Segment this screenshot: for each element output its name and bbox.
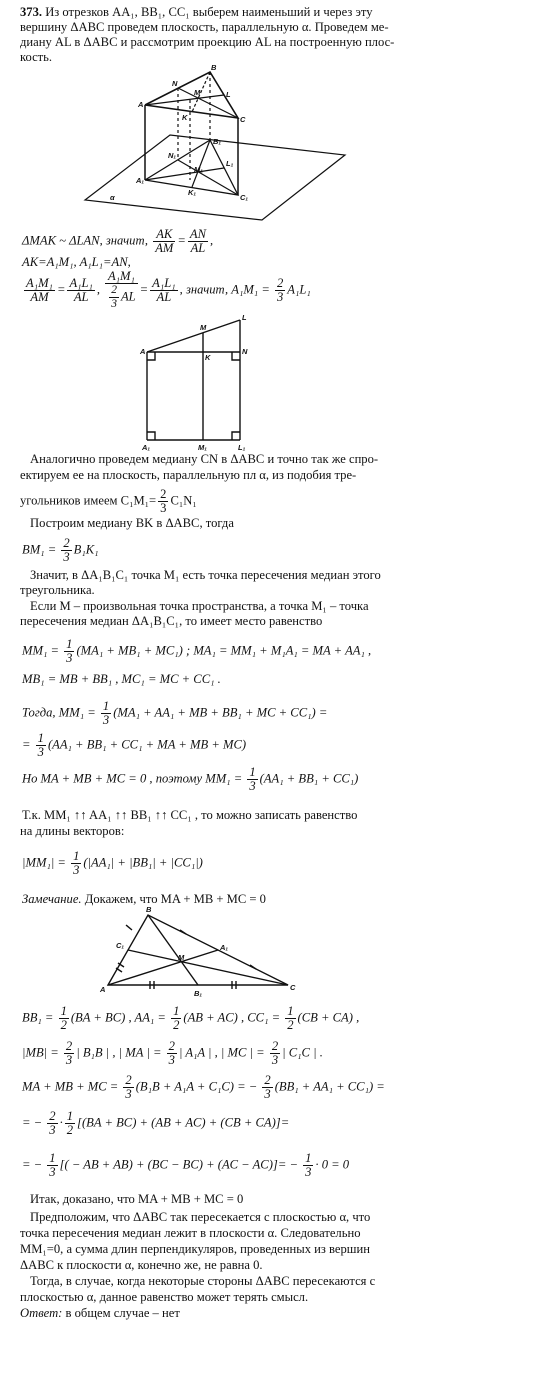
intro-line-3: диану AL в ΔABC и рассмотрим проекцию AL на построенную плос- — [20, 35, 395, 49]
svg-text:C₁: C₁ — [240, 193, 249, 202]
para3-line1: Значит, в ΔA₁B₁C₁ точка M₁ есть точка пересечения медиан этого — [30, 568, 381, 582]
svg-text:α: α — [110, 193, 115, 202]
para3-line2: треугольника. — [20, 583, 95, 597]
answer-text: в общем случае – нет — [62, 1306, 180, 1320]
svg-text:A: A — [100, 985, 106, 994]
svg-text:A: A — [140, 347, 146, 356]
svg-text:B₁: B₁ — [194, 989, 203, 998]
conclusion-line5: ΔABC к плоскости α, конечно же, не равна 0. — [20, 1258, 263, 1272]
eq-but: Но MA + MB + MC = 0 , поэтому MM₁ = $\frac{1}{3}$ (AA₁ + BB₁ + CC₁) — [22, 765, 359, 793]
para1-line2: ектируем ее на плоскость, параллельную пл α, из подобия тре- — [20, 468, 357, 482]
svg-text:A₁: A₁ — [136, 176, 145, 185]
svg-text:K: K — [182, 113, 188, 122]
svg-text:N₁: N₁ — [168, 151, 177, 160]
eq-sum: = $\frac{1}{3}$ (AA₁ + BB₁ + CC₁ + MA + MB + MC) — [22, 731, 247, 759]
eq2-row5: = − $\frac{1}{3}$ [( − AB + AB) + (BC − BC) + (AC − AC)]= − $\frac{1}{3}$ · 0 = 0 — [22, 1151, 350, 1179]
answer-line — [20, 1306, 180, 1321]
answer-label: Ответ: — [20, 1306, 63, 1320]
svg-text:N: N — [172, 79, 178, 88]
triangle-medians — [108, 915, 288, 985]
conclusion-line2: Предположим, что ΔABC так пересекается с плоскостью α, что — [30, 1210, 371, 1224]
eq-mb1: MB₁ = MB + BB₁ , MC₁ = MC + CC₁ . — [22, 672, 221, 686]
eq-then: Тогда, MM₁ = $\frac{1}{3}$ (MA₁ + AA₁ + MB + BB₁ + MC + CC₁) = — [22, 699, 328, 727]
remark-line: Замечание. Докажем, что MA + MB + MC = 0 — [22, 892, 266, 906]
conclusion-line6: Тогда, в случае, когда некоторые стороны ΔABC пересекаются с — [30, 1274, 376, 1288]
problem-number: 373. — [20, 5, 43, 19]
eq2-row2: |MB| = $\frac{2}{3}$ | B₁B | , | MA | = $\frac{2}{3}$ | A₁A | , | MC | = $\frac{2}{3}$ | C₁C | . — [22, 1039, 323, 1067]
svg-text:N: N — [242, 347, 248, 356]
svg-text:M: M — [178, 953, 185, 962]
similarity-line: ΔMAK ~ ΔLAN, значит, $\frac{AK}{AM}$ = $\frac{AN}{AL}$ , — [22, 227, 214, 255]
para4-abs: |MM₁| = $\frac{1}{3}$ (|AA₁| + |BB₁| + |CC₁|) — [22, 849, 203, 877]
equality-line: AK=A₁M₁, A₁L₁=AN, — [22, 255, 131, 269]
fraction-ak-am: $\frac{AK}{AM}$ — [155, 227, 174, 255]
svg-text:B₁: B₁ — [213, 137, 222, 146]
para4-line2: на длины векторов: — [20, 824, 125, 838]
eq2-row1: BB₁ = $\frac{1}{2}$ (BA + BC) , AA₁ = $\frac{1}{2}$ (AB + AC) , CC₁ = $\frac{1}{2}$ (CB + CA) , — [22, 1004, 360, 1032]
conclusion-line7: плоскостью α, данное равенство может терять смысл. — [20, 1290, 309, 1304]
svg-text:M₁: M₁ — [198, 443, 207, 452]
intro-line-1: 373. Из отрезков AA₁, BB₁, CC₁ выберем наименьший и через эту — [20, 5, 373, 19]
conclusion-line1: Итак, доказано, что MA + MB + MC = 0 — [30, 1192, 244, 1206]
para1-line1: Аналогично проведем медиану CN в ΔABC и точно так же спро- — [30, 452, 379, 466]
svg-text:M: M — [200, 323, 207, 332]
eq2-row4: = − $\frac{2}{3}$ · $\frac{1}{2}$ [(BA + BC) + (AB + AC) + (CB + CA)]= — [22, 1109, 290, 1137]
svg-text:K₁: K₁ — [188, 188, 197, 197]
svg-text:K: K — [205, 353, 211, 362]
svg-text:M₁: M₁ — [194, 165, 203, 174]
svg-text:M: M — [194, 88, 201, 97]
eq2-row3: MA + MB + MC = $\frac{2}{3}$ (B₁B + A₁A + C₁C) = − $\frac{2}{3}$ (BB₁ + AA₁ + CC₁) = — [22, 1073, 385, 1101]
para4-line1: Т.к. MM₁ ↑↑ AA₁ ↑↑ BB₁ ↑↑ CC₁ , то можно записать равенство — [22, 808, 358, 822]
svg-text:L₁: L₁ — [238, 443, 246, 452]
svg-text:L: L — [242, 313, 247, 322]
conclusion-line3: точка пересечения медиан лежит в плоскости α. Следовательно — [20, 1226, 361, 1240]
para2-formula: BM₁ = $\frac{2}{3}$ B₁K₁ — [22, 536, 99, 564]
svg-text:A₁: A₁ — [220, 943, 229, 952]
para3-line3: Если M – произвольная точка пространства, а точка M₁ – точка — [30, 599, 369, 613]
conclusion-line4: MM₁=0, а сумма длин перпендикуляров, проведенных из вершин — [20, 1242, 370, 1256]
svg-text:B: B — [211, 63, 217, 72]
svg-text:C₁: C₁ — [116, 941, 125, 950]
intro-line-4: кость. — [20, 50, 53, 64]
svg-text:C: C — [290, 983, 296, 992]
svg-text:A: A — [138, 100, 144, 109]
para1-line3: угольников имеем C₁M₁= $\frac{2}{3}$ C₁N₁ — [20, 487, 197, 515]
intro-line-2: вершину ΔABC проведем плоскость, параллельную α. Проведем ме- — [20, 20, 389, 34]
fraction-an-al: $\frac{AN}{AL}$ — [189, 227, 206, 255]
para2-line1: Построим медиану BK в ΔABC, тогда — [30, 516, 234, 530]
svg-text:L₁: L₁ — [226, 159, 234, 168]
svg-text:L: L — [226, 90, 231, 99]
svg-text:C: C — [240, 115, 246, 124]
ratio-line: $\frac{\text{A₁M₁}}{AM}$ = $\frac{\text{A₁L₁}}{AL}$ , A₁M₁ $\frac{2}{3}$ AL = $\frac{\text{A₁L₁}}{AL}$ , значит, A₁M₁ = $\frac{2}{3}$ A₁L₁ — [26, 269, 311, 310]
svg-text:A₁: A₁ — [142, 443, 151, 452]
para3-line4: пересечения медиан ΔA₁B₁C₁, то имеет место равенство — [20, 614, 323, 628]
eq-mm1: MM₁ = $\frac{1}{3}$ (MA₁ + MB₁ + MC₁) ; MA₁ = MM₁ + M₁A₁ = MA + AA₁ , — [22, 637, 372, 665]
svg-text:B: B — [146, 905, 152, 914]
